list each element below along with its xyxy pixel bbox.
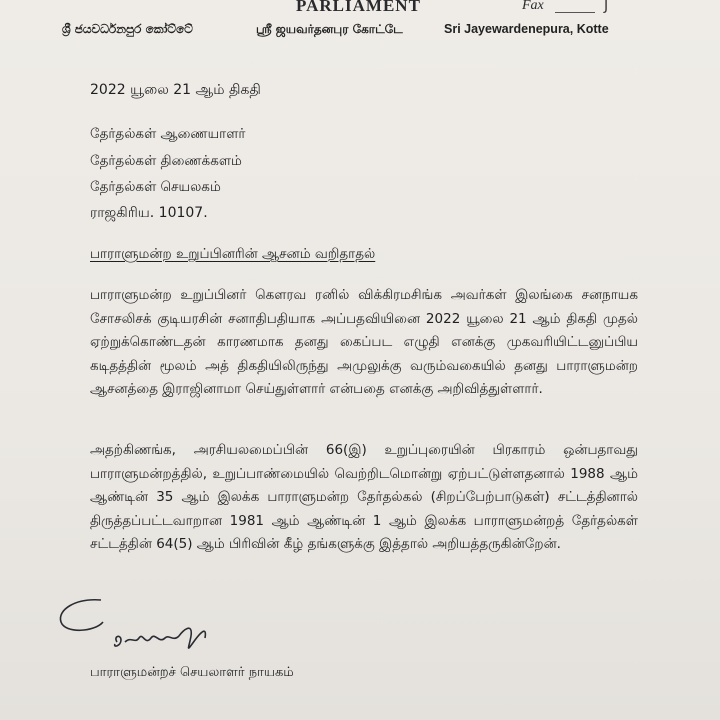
recipient-line-3: தேர்தல்கள் செயலகம் — [90, 179, 221, 195]
body-paragraph-1: பாராளுமன்ற உறுப்பினர் கௌரவ ரனில் விக்கிரமசிங்க அவர்கள் இலங்கை சனநாயக சோசலிசக் குடியரசின் சனாதிபதியாக அப்பதவியினை 2022 யூலை 21 ஆம் திகதி முதல் ஏற்றுக்கொண்டதன் காரணமாக தனது கைப்பட எழுதி எனக்கு முகவரியிட்டனுப்பிய கடிதத்தின் மூலம் அத் திகதியிலிருந்து அமுலுக்கு வரும்வகையில் தனது பாராளுமன்ற ஆசனத்தை இராஜினாமா செய்துள்ளார் என்பதை எனக்கு அறிவித்துள்ளார். — [90, 287, 638, 398]
letterhead-sinhala-address: ශ්‍රී ජයවර්ධනපුර කෝට්ටේ — [62, 22, 193, 36]
letter-date: 2022 யூலை 21 ஆம் திகதி — [90, 82, 261, 98]
recipient-line-4: ராஜகிரிய. 10107. — [90, 205, 208, 221]
recipient-line-1: தேர்தல்கள் ஆணையாளர் — [90, 126, 246, 142]
handwritten-signature — [55, 592, 225, 662]
signatory-title: பாராளுமன்றச் செயலாளர் நாயகம் — [90, 665, 294, 680]
recipient-line-2: தேர்தல்கள் திணைக்களம் — [90, 153, 242, 169]
body-paragraph-2: அதற்கிணங்க, அரசியலமைப்பின் 66(இ) உறுப்புரையின் பிரகாரம் ஒன்பதாவது பாராளுமன்றத்தில், உறுப்பாண்மையில் வெற்றிடமொன்று ஏற்பட்டுள்ளதனால் 1988 ஆம் ஆண்டின் 35 ஆம் இலக்க பாராளுமன்ற தேர்தல்கல் (சிறப்பேற்பாடுகள்) சட்டத்தினால் திருத்தப்பட்டவாறான 1981 ஆம் ஆண்டின் 1 ஆம் இலக்க பாராளுமன்றத் தேர்தல்கள் சட்டத்தின் 64(5) ஆம் பிரிவின் கீழ் தங்களுக்கு இத்தால் அறியத்தருகின்றேன். — [90, 442, 638, 553]
letterhead-fax-label: Fax — [522, 0, 544, 13]
fax-number-line — [555, 12, 595, 13]
letterhead-english-address: Sri Jayewardenepura, Kotte — [444, 22, 609, 36]
letter-subject: பாராளுமன்ற உறுப்பினரின் ஆசனம் வறிதாதல் — [90, 246, 376, 262]
letterhead-tamil-address: ஸ்ரீ ஜயவர்தனபுர கோட்டே — [256, 22, 403, 36]
letterhead-bracket-mark: J — [604, 0, 609, 14]
letterhead-parliament: PARLIAMENT — [296, 0, 421, 15]
